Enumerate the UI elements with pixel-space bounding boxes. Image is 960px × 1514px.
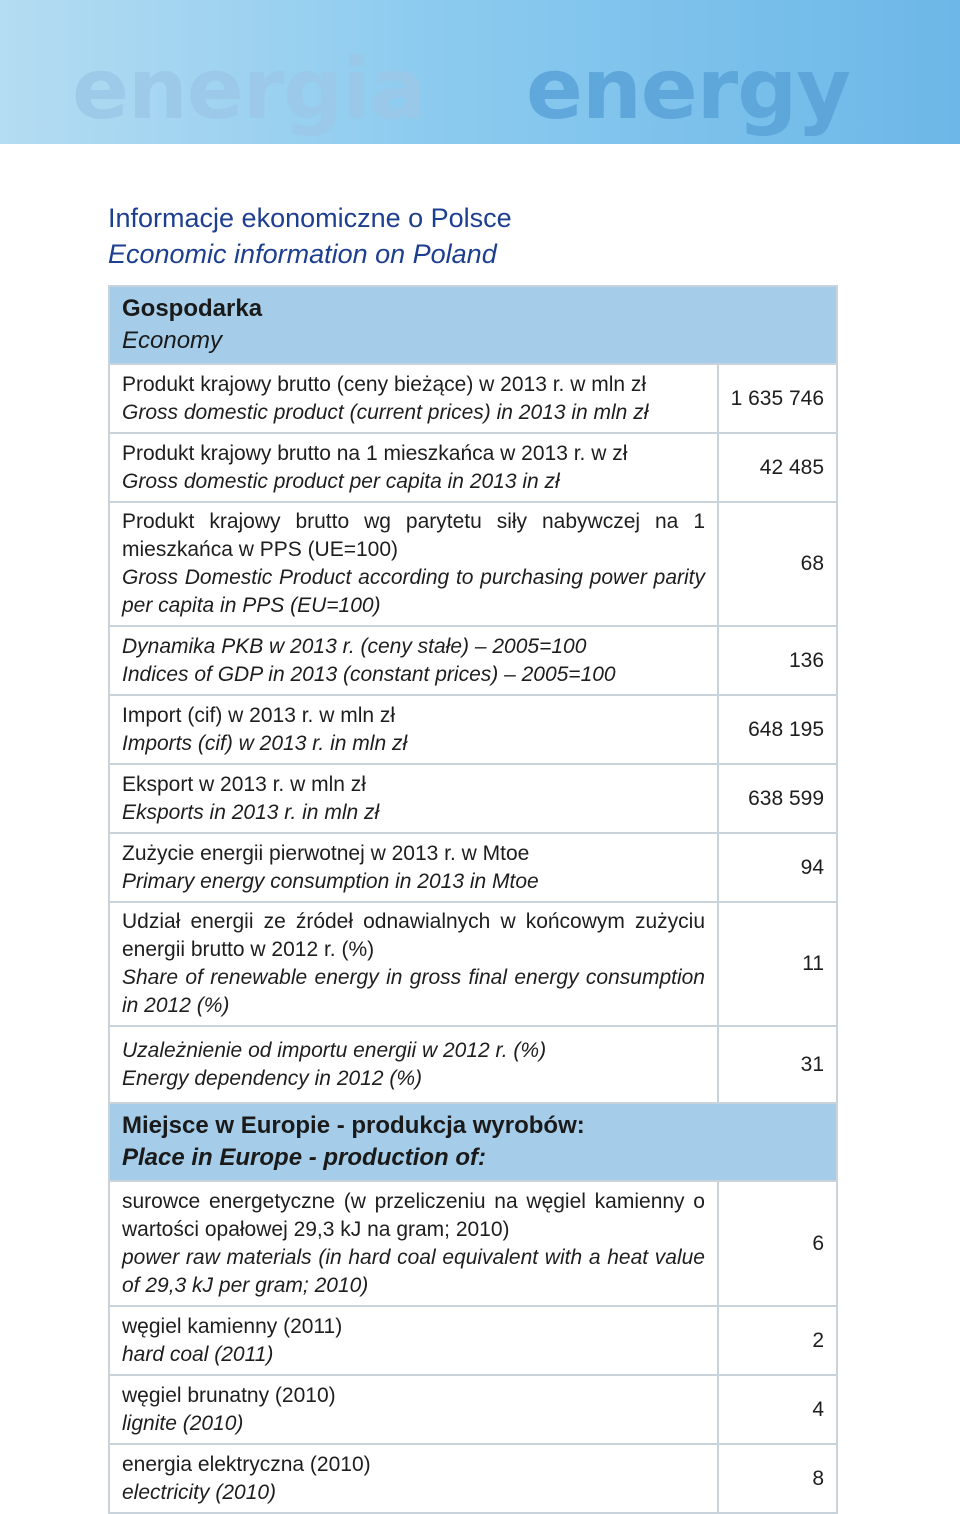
row-label-en: Eksports in 2013 r. in mln zł [122,800,380,824]
row-label-en: Share of renewable energy in gross final energy consumption in 2012 (%) [122,966,705,1017]
row-value: 94 [718,833,837,902]
table-row [109,502,837,626]
table-row [109,764,837,833]
row-label-en: Imports (cif) w 2013 r. in mln zł [122,731,408,755]
row-label-pl: węgiel kamienny (2011) [122,1314,343,1338]
banner-word-pl: energia [72,40,426,138]
table-row [109,1375,837,1444]
table-row [109,433,837,502]
row-value: 1 635 746 [718,364,837,433]
section-heading-en: Economy [122,327,223,354]
row-label-en: Energy dependency in 2012 (%) [122,1066,423,1090]
row-label [109,764,718,833]
row-label-pl: Import (cif) w 2013 r. w mln zł [122,703,396,727]
table-row [109,1181,837,1306]
row-value: 68 [718,502,837,626]
header-banner [0,0,960,144]
table-row [109,626,837,695]
row-label-en: Gross domestic product per capita in 2013 in zł [122,469,560,493]
row-value: 31 [718,1026,837,1103]
row-label [109,1181,718,1306]
row-label-pl: Uzależnienie od importu energii w 2012 r. (%) [122,1038,547,1062]
row-value: 11 [718,902,837,1026]
row-label [109,626,718,695]
row-label-pl: Produkt krajowy brutto wg parytetu siły nabywczej na 1 mieszkańca w PPS (UE=100) [122,510,705,561]
row-value: 42 485 [718,433,837,502]
title-pl: Informacje ekonomiczne o Polsce [108,203,512,233]
table-row [109,364,837,433]
row-value: 2 [718,1306,837,1375]
row-label [109,364,718,433]
row-value: 4 [718,1375,837,1444]
row-label-en: Gross Domestic Product according to purchasing power parity per capita in PPS (EU=100) [122,566,705,617]
row-label-pl: węgiel brunatny (2010) [122,1383,336,1407]
section-heading-pl: Gospodarka [122,295,263,322]
table-row [109,695,837,764]
page-title [108,200,512,272]
row-value: 638 599 [718,764,837,833]
row-label-en: Indices of GDP in 2013 (constant prices) – 2005=100 [122,662,616,686]
row-label [109,502,718,626]
row-label [109,433,718,502]
row-label-pl: Produkt krajowy brutto na 1 mieszkańca w 2013 r. w zł [122,441,628,465]
table-row [109,902,837,1026]
row-value: 6 [718,1181,837,1306]
row-label [109,1444,718,1513]
row-label [109,1306,718,1375]
row-label-en: power raw materials (in hard coal equivalent with a heat value of 29,3 kJ per gram; 2010) [122,1245,705,1297]
row-label [109,833,718,902]
row-label-en: lignite (2010) [122,1411,244,1435]
row-label-pl: Zużycie energii pierwotnej w 2013 r. w Mtoe [122,841,530,865]
section-header-economy [109,286,837,364]
row-label [109,902,718,1026]
row-label-pl: Produkt krajowy brutto (ceny bieżące) w 2013 r. w mln zł [122,372,647,396]
row-label-en: Gross domestic product (current prices) in 2013 in mln zł [122,400,649,424]
row-label-en: hard coal (2011) [122,1342,274,1366]
row-value: 648 195 [718,695,837,764]
row-label-pl: surowce energetyczne (w przeliczeniu na węgiel kamienny o wartości opałowej 29,3 kJ na gram; 2010) [122,1189,705,1241]
economic-info-table [108,285,838,1514]
row-label-en: electricity (2010) [122,1480,277,1504]
row-label-pl: Udział energii ze źródeł odnawialnych w końcowym zużyciu energii brutto w 2012 r. (%) [122,910,705,961]
section-header-place-in-europe [109,1103,837,1181]
row-label [109,1026,718,1103]
banner-word-en: energy [526,40,851,138]
row-value: 8 [718,1444,837,1513]
row-value: 136 [718,626,837,695]
row-label [109,695,718,764]
row-label [109,1375,718,1444]
table-row [109,1306,837,1375]
row-label-pl: Dynamika PKB w 2013 r. (ceny stałe) – 2005=100 [122,634,587,658]
table-row [109,1026,837,1103]
row-label-pl: energia elektryczna (2010) [122,1452,371,1476]
section-heading-pl: Miejsce w Europie - produkcja wyrobów: [122,1112,585,1139]
table-row [109,833,837,902]
title-en: Economic information on Poland [108,239,497,269]
table-row [109,1444,837,1513]
row-label-en: Primary energy consumption in 2013 in Mtoe [122,869,539,893]
section-heading-en: Place in Europe - production of: [122,1144,487,1171]
row-label-pl: Eksport w 2013 r. w mln zł [122,772,366,796]
